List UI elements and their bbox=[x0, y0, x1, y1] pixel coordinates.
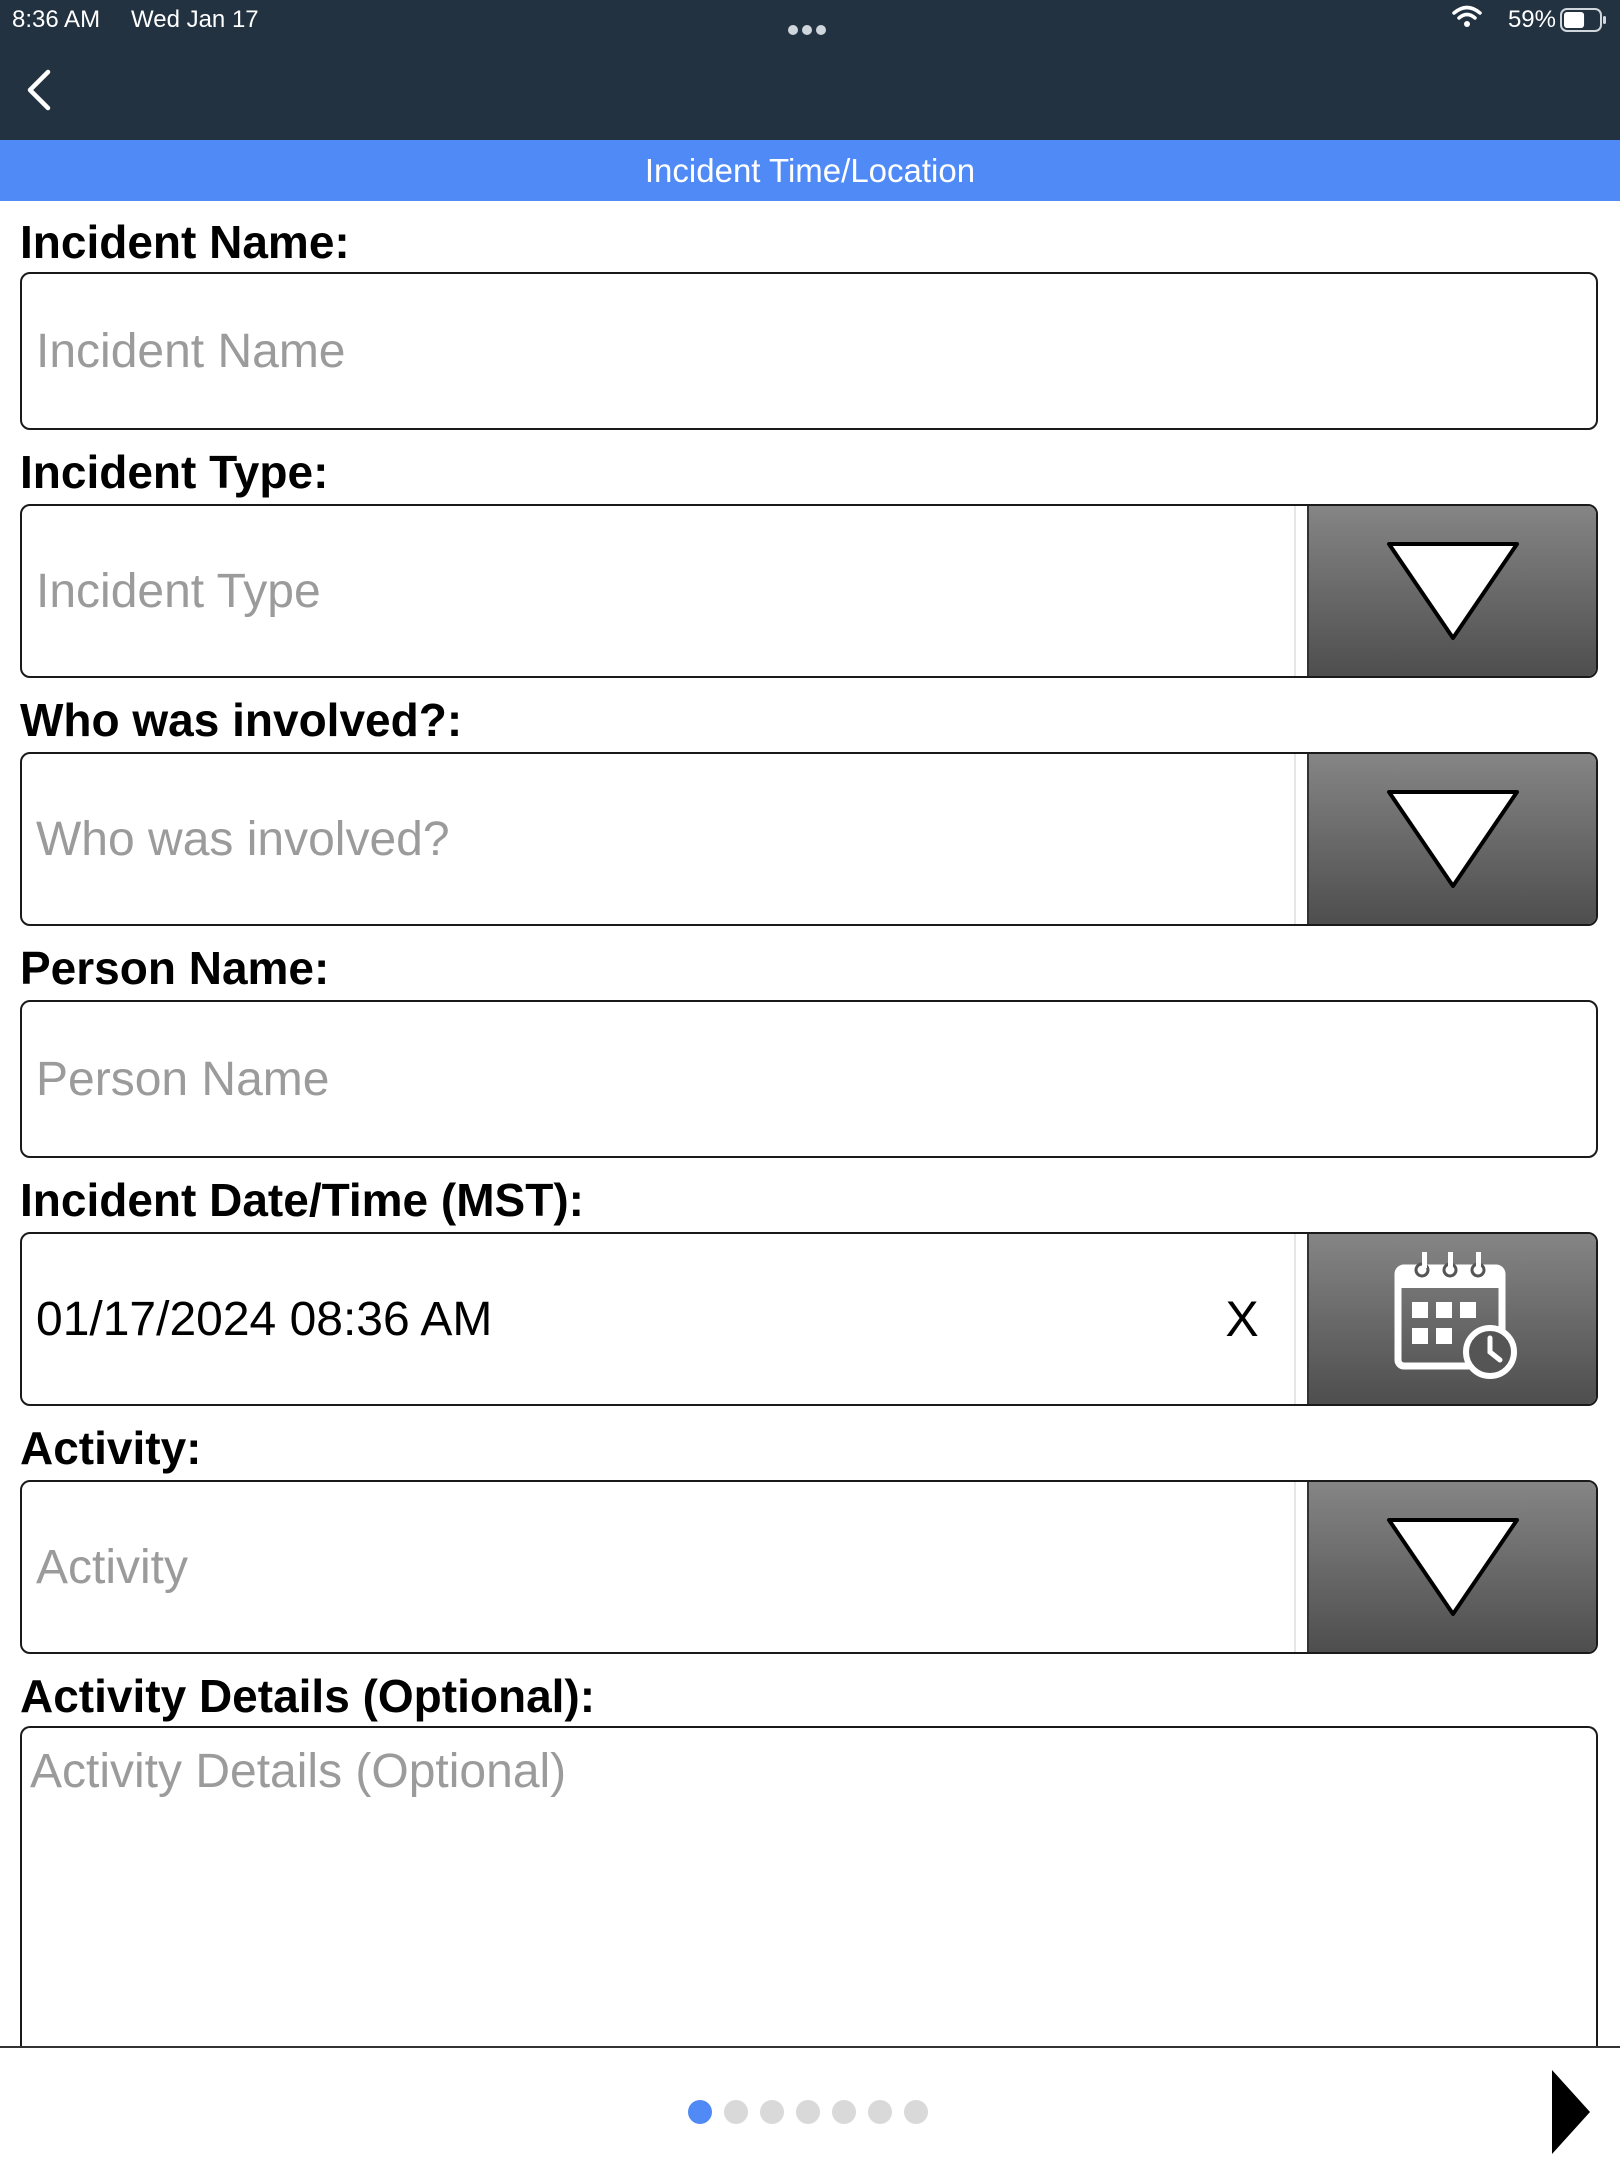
status-bar bbox=[0, 0, 1620, 40]
incident-datetime-value: 01/17/2024 08:36 AM bbox=[36, 1292, 493, 1346]
who-involved-label: Who was involved?: bbox=[20, 694, 463, 746]
battery-icon bbox=[1560, 8, 1608, 32]
incident-type-dropdown[interactable] bbox=[20, 504, 1598, 678]
activity-label: Activity: bbox=[20, 1422, 202, 1474]
triangle-down-icon bbox=[1383, 786, 1523, 892]
who-involved-placeholder: Who was involved? bbox=[36, 812, 450, 866]
page-indicator bbox=[688, 2100, 940, 2126]
status-time: 8:36 AM bbox=[12, 6, 101, 33]
page-dot[interactable] bbox=[724, 2100, 748, 2124]
multitasking-dots-icon[interactable] bbox=[788, 14, 832, 26]
page-dot[interactable] bbox=[904, 2100, 928, 2124]
incident-type-label: Incident Type: bbox=[20, 446, 329, 498]
activity-placeholder: Activity bbox=[36, 1540, 189, 1594]
activity-details-label: Activity Details (Optional): bbox=[20, 1670, 596, 1722]
navigation-bar bbox=[0, 40, 1620, 140]
person-name-input[interactable] bbox=[20, 1000, 1598, 1158]
incident-datetime-field[interactable] bbox=[20, 1232, 1598, 1406]
page-dot[interactable] bbox=[688, 2100, 712, 2124]
incident-type-dropdown-button[interactable] bbox=[1307, 506, 1596, 676]
dropdown-divider bbox=[1294, 1482, 1296, 1652]
incident-type-placeholder: Incident Type bbox=[36, 564, 321, 618]
incident-name-label: Incident Name: bbox=[20, 216, 350, 268]
triangle-down-icon bbox=[1383, 538, 1523, 644]
activity-details-textarea[interactable] bbox=[20, 1726, 1598, 2046]
bottom-bar bbox=[0, 2046, 1620, 2162]
page-dot[interactable] bbox=[868, 2100, 892, 2124]
next-page-icon[interactable] bbox=[1548, 2068, 1594, 2156]
calendar-clock-icon bbox=[1378, 1244, 1528, 1394]
back-chevron-icon[interactable] bbox=[20, 66, 60, 114]
person-name-label: Person Name: bbox=[20, 942, 330, 994]
dropdown-divider bbox=[1294, 754, 1296, 924]
triangle-down-icon bbox=[1383, 1514, 1523, 1620]
datetime-picker-button[interactable] bbox=[1307, 1234, 1596, 1404]
activity-dropdown[interactable] bbox=[20, 1480, 1598, 1654]
wifi-icon bbox=[1452, 4, 1482, 28]
status-date: Wed Jan 17 bbox=[131, 6, 259, 33]
who-involved-dropdown-button[interactable] bbox=[1307, 754, 1596, 924]
clear-datetime-button[interactable]: X bbox=[1225, 1291, 1259, 1347]
dropdown-divider bbox=[1294, 1234, 1296, 1404]
who-involved-dropdown[interactable] bbox=[20, 752, 1598, 926]
section-title: Incident Time/Location bbox=[0, 140, 1620, 201]
page-dot[interactable] bbox=[832, 2100, 856, 2124]
page-dot[interactable] bbox=[796, 2100, 820, 2124]
incident-datetime-label: Incident Date/Time (MST): bbox=[20, 1174, 584, 1226]
battery-percentage: 59% bbox=[1507, 6, 1556, 33]
incident-name-input[interactable] bbox=[20, 272, 1598, 430]
page-dot[interactable] bbox=[760, 2100, 784, 2124]
dropdown-divider bbox=[1294, 506, 1296, 676]
activity-dropdown-button[interactable] bbox=[1307, 1482, 1596, 1652]
